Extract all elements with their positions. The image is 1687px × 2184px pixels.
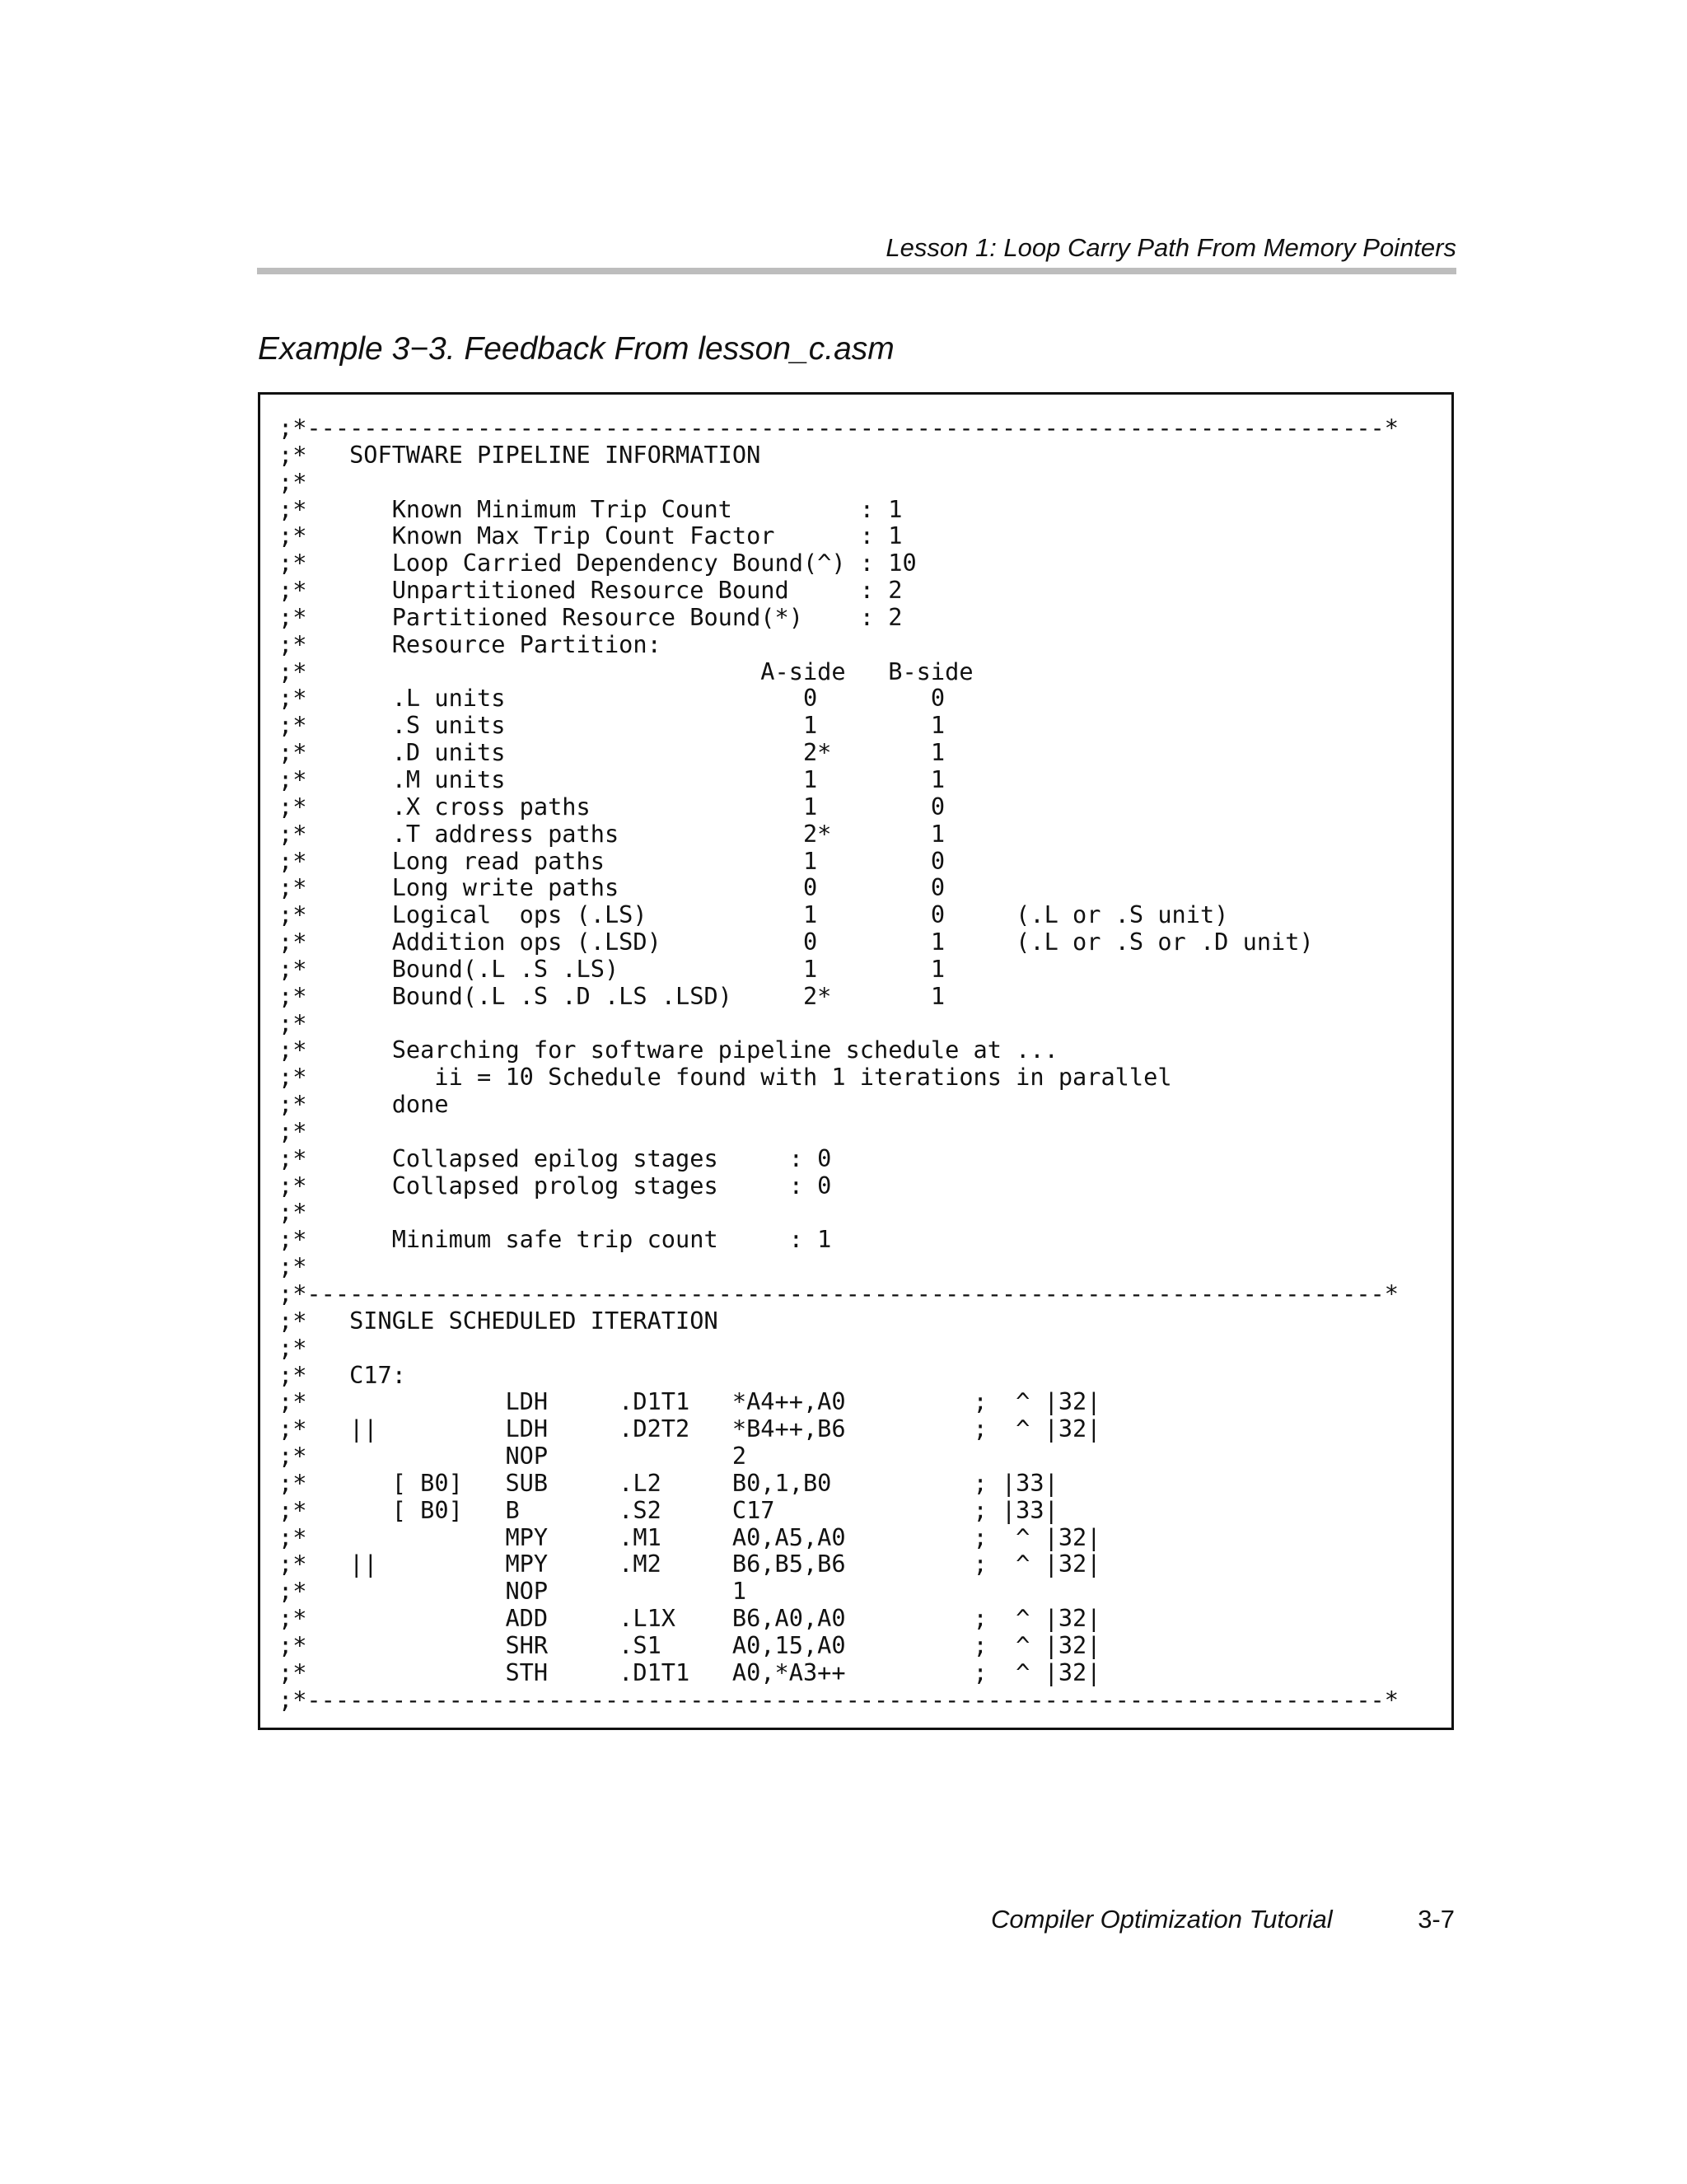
- code-listing: ;*----------------------------------------------------------------------------* ;* SOFTWARE PIPELINE INFORMATION ;* ;* Known Minimum Trip Count : 1 ;* Known Max Trip Count Factor : 1 ;* Loop Carried Dependency Bound(^) : 10 ;* Unpartitioned Resource Bound : 2 ;* Partitioned Resource Bound(*) : 2 ;* Resource Partition: ;* A-side B-side ;* .L units 0 0 ;* .S units 1 1 ;* .D units 2* 1 ;* .M units 1 1 ;* .X cross paths 1 0 ;* .T address paths 2* 1 ;* Long read paths 1 0 ;* Long write paths 0 0 ;* Logical ops (.LS) 1 0 (.L or .S unit) ;* Addition ops (.LSD) 0 1 (.L or .S or .D unit) ;* Bound(.L .S .LS) 1 1 ;* Bound(.L .S .D .LS .LSD) 2* 1 ;* ;* Searching for software pipeline schedule at ... ;* ii = 10 Schedule found with 1 iterations in parallel ;* done ;* ;* Collapsed epilog stages : 0 ;* Collapsed prolog stages : 0 ;* ;* Minimum safe trip count : 1 ;* ;*----------------------------------------------------------------------------* ;* SINGLE SCHEDULED ITERATION ;* ;* C17: ;* LDH .D1T1 *A4++,A0 ; ^ |32| ;* || LDH .D2T2 *B4++,B6 ; ^ |32| ;* NOP 2 ;* [ B0] SUB .L2 B0,1,B0 ; |33| ;* [ B0] B .S2 C17 ; |33| ;* MPY .M1 A0,A5,A0 ; ^ |32| ;* || MPY .M2 B6,B5,B6 ; ^ |32| ;* NOP 1 ;* ADD .L1X B6,A0,A0 ; ^ |32| ;* SHR .S1 A0,15,A0 ; ^ |32| ;* STH .D1T1 A0,*A3++ ; ^ |32| ;*----------------------------------------------------------------------------*: [278, 414, 1399, 1714]
- example-title: Example 3−3. Feedback From lesson_c.asm: [258, 331, 895, 367]
- footer-title: Compiler Optimization Tutorial: [991, 1905, 1333, 1934]
- running-head: Lesson 1: Loop Carry Path From Memory Pointers: [886, 233, 1456, 262]
- code-listing-box: [258, 392, 1454, 1730]
- page-number: 3-7: [1418, 1905, 1455, 1934]
- header-rule: [257, 268, 1456, 274]
